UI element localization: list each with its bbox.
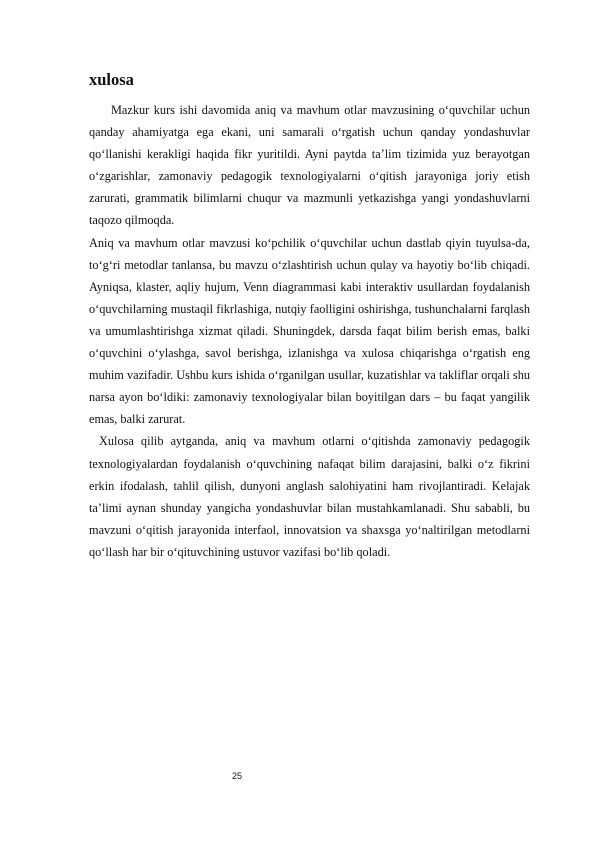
paragraph-1: Mazkur kurs ishi davomida aniq va mavhum otlar mavzusining o‘quvchilar uchun qanday ahamiyatga ega ekani, uni samarali o‘rgatish uchun qanday yondashuvlar qo‘llanishi kerakligi haqida fikr yuritildi. Ayni paytda ta’lim tizimida yuz berayotgan o‘zgarishlar, zamonaviy pedagogik texnologiyalarni o‘qitish jarayoniga joriy etish zarurati, grammatik bilimlarni chuqur va mazmunli yetkazishga yangi yondashuvlarni taqozo qilmoqda. xyxy=(89,103,530,228)
paragraph-2: Aniq va mavhum otlar mavzusi ko‘pchilik o‘quvchilar uchun dastlab qiyin tuyulsa-da, to‘g‘ri metodlar tanlansa, bu mavzu o‘zlashtirish uchun qulay va hayotiy bo‘lib chiqadi. Ayniqsa, klaster, aqliy hujum, Venn diagrammasi kabi interaktiv usullardan foydalanish o‘quvchilarning mustaqil fikrlashiga, nutqiy faolligini oshirishga, tushunchalarni farqlash va umumlashtirishga xizmat qiladi. Shuningdek, darsda faqat bilim berish emas, balki o‘quvchini o‘ylashga, savol berishga, izlanishga va xulosa chiqarishga o‘rgatish eng muhim vazifadir. Ushbu kurs ishida o‘rganilgan usullar, kuzatishlar va takliflar orqali shu narsa ayon bo‘ldiki: zamonaviy texnologiyalar bilan boyitilgan dars – bu faqat yangilik emas, balki zarurat. xyxy=(89,235,530,427)
body-text xyxy=(89,99,530,563)
page-number: 25 xyxy=(232,771,243,781)
section-heading: xulosa xyxy=(89,70,134,89)
paragraph-3: Xulosa qilib aytganda, aniq va mavhum otlarni o‘qitishda zamonaviy pedagogik texnologiyalardan foydalanish o‘quvchining nafaqat bilim darajasini, balki o‘z fikrini erkin ifodalash, tahlil qilish, dunyoni anglash salohiyatini ham rivojlantiradi. Kelajak ta’limi aynan shunday yangicha yondashuvlar bilan mustahkamlanadi. Shu sababli, bu mavzuni o‘qitish jarayonida interfaol, innovatsion va shaxsga yo‘naltirilgan metodlarni qo‘llash har bir o‘qituvchining ustuvor vazifasi bo‘lib qoladi. xyxy=(89,434,530,559)
